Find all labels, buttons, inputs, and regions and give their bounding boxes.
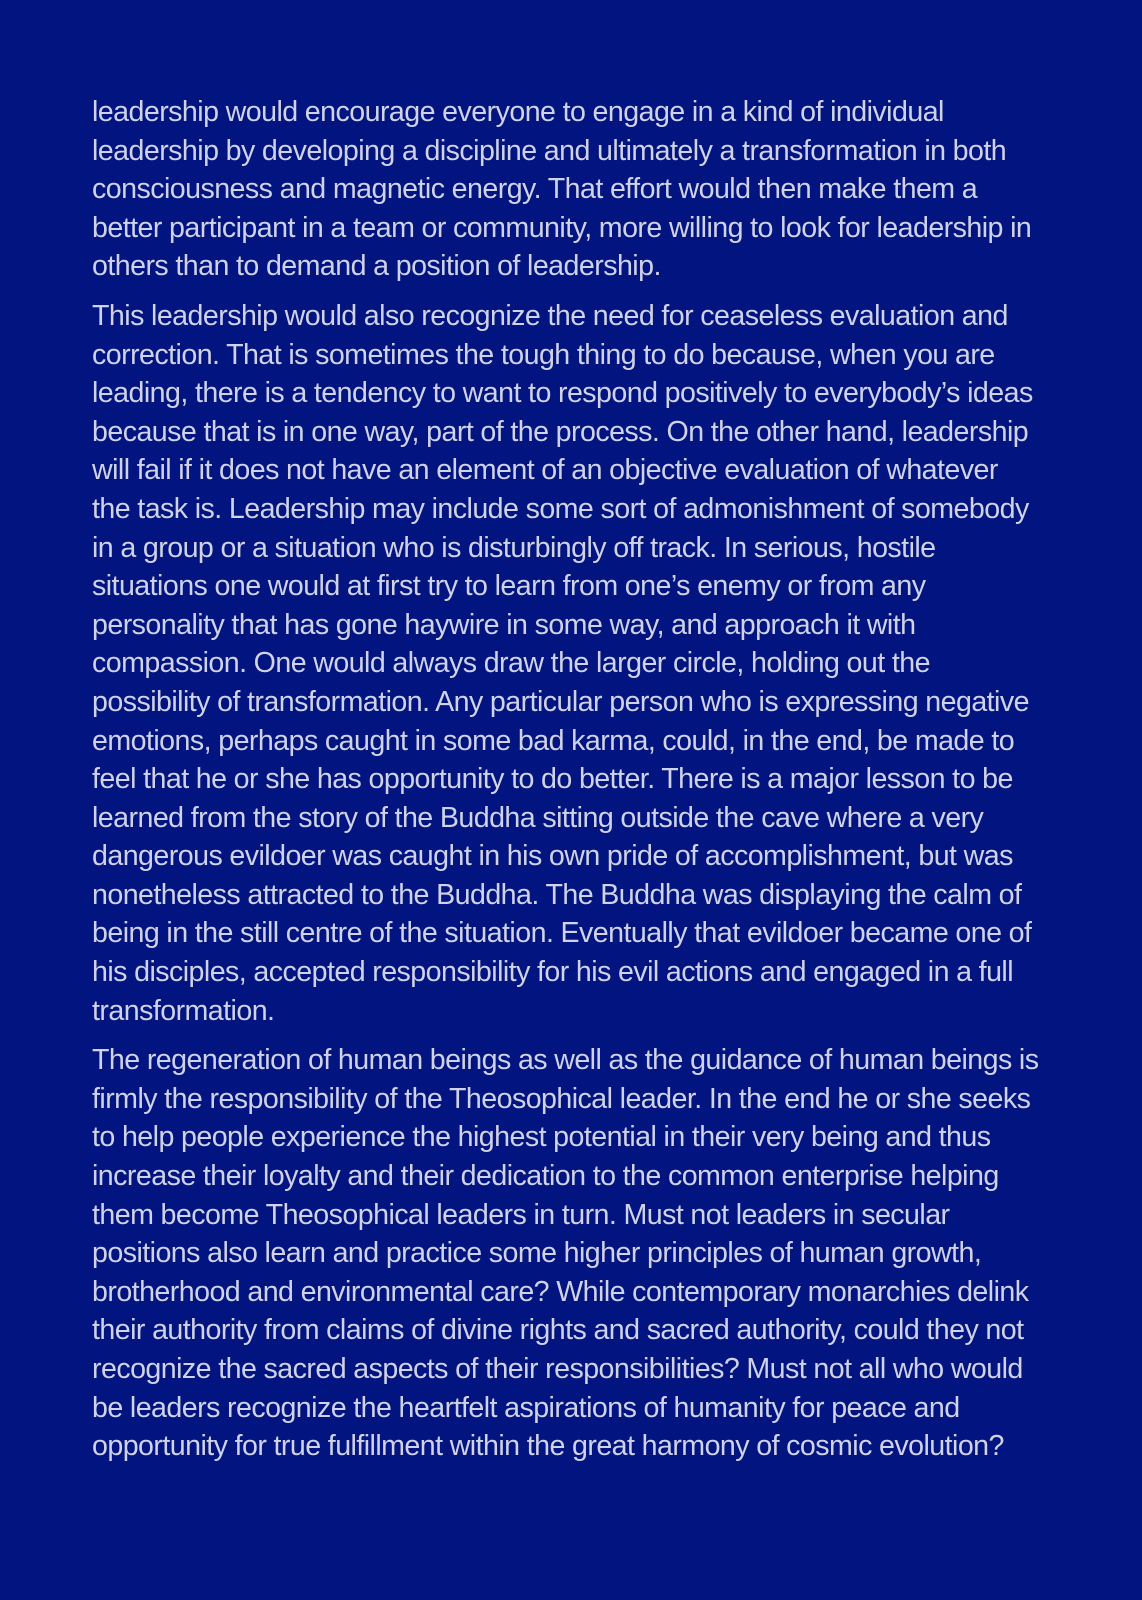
paragraph-3: The regeneration of human beings as well as the guidance of human beings is firmly the responsibility of the Theosophical leader. In the end he or she seeks to help people experience the highest potential in their very being and thus increase their loyalty and their dedication to the common enterprise helping them become Theosophical leaders in turn. Must not leaders in secular positions also learn and practice some higher principles of human growth, brotherhood and environmental care? While contemporary monarchies delink their authority from claims of divine rights and sacred authority, could they not recognize the sacred aspects of their responsibilities? Must not all who would be leaders recognize the heartfelt aspirations of humanity for peace and opportunity for true fulfillment within the great harmony of cosmic evolution? bbox=[92, 1044, 1039, 1463]
body-text bbox=[92, 93, 1092, 1477]
paragraph-2: This leadership would also recognize the need for ceaseless evaluation and correction. That is sometimes the tough thing to do because, when you are leading, there is a tendency to want to respond positively to everybody’s ideas because that is in one way, part of the process. On the other hand, leadership will fail if it does not have an element of an objective evaluation of whatever the task is. Leadership may include some sort of admonishment of somebody in a group or a situation who is disturbingly off track. In serious, hostile situations one would at first try to learn from one’s enemy or from any personality that has gone haywire in some way, and approach it with compassion. One would always draw the larger circle, holding out the possibility of transformation. Any particular person who is expressing negative emotions, perhaps caught in some bad karma, could, in the end, be made to feel that he or she has opportunity to do better. There is a major lesson to be learned from the story of the Buddha sitting outside the cave where a very dangerous evildoer was caught in his own pride of accomplishment, but was nonetheless attracted to the Buddha. The Buddha was displaying the calm of being in the still centre of the situation. Eventually that evildoer became one of his disciples, accepted responsibility for his evil actions and engaged in a full transformation. bbox=[92, 299, 1033, 1027]
paragraph-1: leadership would encourage everyone to engage in a kind of individual leadership by developing a discipline and ultimately a transformation in both consciousness and magnetic energy. That effort would then make them a better participant in a team or community, more willing to look for leadership in others than to demand a position of leadership. bbox=[92, 96, 1032, 283]
